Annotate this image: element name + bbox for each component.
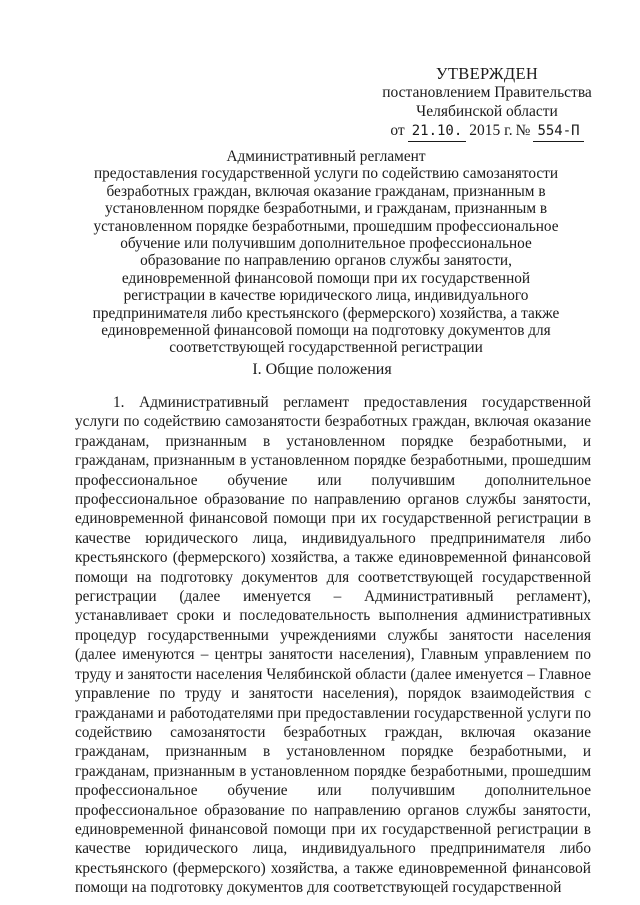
title-heading: Административный регламент <box>226 148 426 165</box>
section-heading: I. Общие положения <box>252 361 392 378</box>
approval-date: 21.10. <box>408 122 467 142</box>
title-body: предоставления государственной услуги по содействию самозанятости безработных граждан, включая оказание гражданам, признанным в установленном порядке безработными, и гражданам, признанным в установленном порядке безработными, прошедшим профессиональное обучение или получившим дополнительное профессиональное образование по направлению органов службы занятости, единовременной финансовой помощи при их государственной регистрации в качестве юридического лица, индивидуального предпринимателя либо крестьянского (фермерского) хозяйства, а также единовременной финансовой помощи на подготовку документов для соответствующей государственной регистрации <box>92 165 560 357</box>
approval-line-2: Челябинской области <box>416 103 558 120</box>
approval-date-line <box>372 121 602 142</box>
approval-number: 554-П <box>533 122 583 142</box>
approval-stamp: УТВЕРЖДЕН <box>435 64 539 83</box>
date-prefix: от <box>390 122 405 139</box>
document-title <box>86 148 566 357</box>
paragraph-1: 1. Административный регламент предоставления государственной услуги по содействию самозанятости безработных граждан, включая оказание гражданам, признанным в установленном порядке безработными, и гражданам, признанным в установленном порядке безработными, прошедшим профессиональное обучение или получившим дополнительное профессиональное образование по направлению органов службы занятости, единовременной финансовой помощи при их государственной регистрации в качестве юридического лица, индивидуального предпринимателя либо крестьянского (фермерского) хозяйства, а также единовременной финансовой помощи на подготовку документов для соответствующей государственной регистрации (далее именуется – Административный регламент), устанавливает сроки и последовательность выполнения административных процедур государственными учреждениями службы занятости населения (далее именуются – центры занятости населения), Главным управлением по труду и занятости населения Челябинской области (далее именуется – Главное управление по труду и занятости населения), порядок взаимодействия с гражданами и работодателями при предоставлении государственной услуги по содействию самозанятости безработных граждан, включая оказание гражданам, признанным в установленном порядке безработными, и гражданам, признанным в установленном порядке безработными, прошедшим профессиональное обучение или получившим дополнительное профессиональное образование по направлению органов службы занятости, единовременной финансовой помощи при их государственной регистрации в качестве юридического лица, индивидуального предпринимателя либо крестьянского (фермерского) хозяйства, а также единовременной финансовой помощи на подготовку документов для соответствующей государственной <box>75 394 591 897</box>
approval-line-1: постановлением Правительства <box>382 84 592 101</box>
approval-block <box>372 64 602 142</box>
approval-year: 2015 г. <box>469 122 513 139</box>
number-prefix: № <box>515 122 531 139</box>
